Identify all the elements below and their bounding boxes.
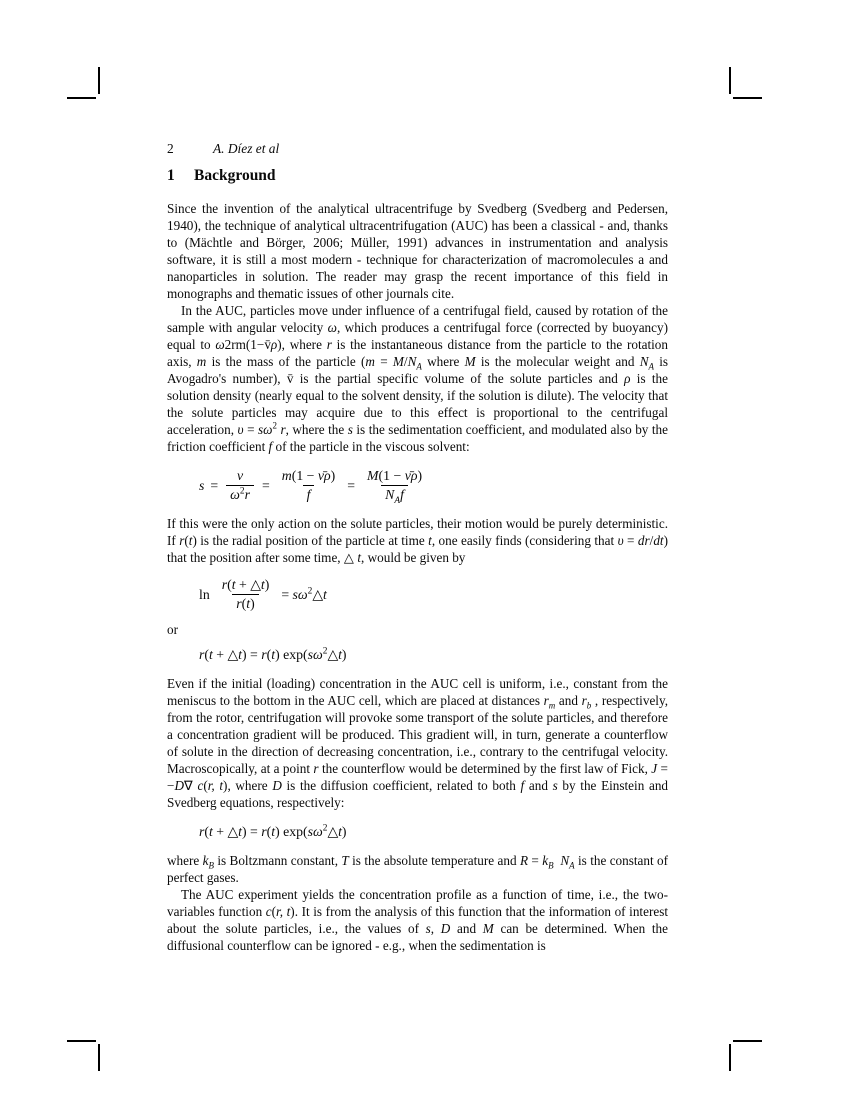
crop-mark-bottom-left-horizontal	[67, 1040, 96, 1042]
paragraph-auc-motion: In the AUC, particles move under influence of a centrifugal field, caused by rotation of the sample with angular velocity ω, which produces a centrifugal force (corrected by buoyancy) equal to ω2rm(1−v̄ρ), where r is the instantaneous distance from the particle to the rotation axis, m is the mass of the particle ($m = M/N_A$ where M is the molecular weight and $N_A$ is Avogadro's number), v̄ is the partial specific volume of the solute particles and ρ is the solution density (nearly equal to the solvent density, if the solution is dilute). The velocity that the solute particles may acquire due to this effect is proportional to the centrifugal acceleration, $\upsilon = s\omega^2$ r, where the s is the sedimentation coefficient, and modulated also by the friction coefficient f of the particle in the viscous solvent:	[167, 303, 669, 454]
paragraph-deterministic: If this were the only action on the solute particles, their motion would be purely deterministic. If r(t) is the radial position of the particle at time t, one easily finds (considering that υ = dr/dt) that the position after some time, △ t, would be given by	[167, 516, 668, 565]
running-header	[167, 140, 668, 157]
paragraph-diffusion-counterflow: Even if the initial (loading) concentration in the AUC cell is uniform, i.e., constant from the meniscus to the bottom in the AUC cell, which are placed at distances $r_m$ and $r_b$ , respectively, from the rotor, centrifugation will provoke some transport of the solute particles, and therefore a concentration gradient will be produced. This gradient will, in turn, generate a counterflow of solute in the direction of decreasing concentration, i.e., contrary to the centrifugal velocity. Macroscopically, at a point r the counterflow would be determined by the first law of Fick, J = −D∇ c(r, t), where D is the diffusion coefficient, related to both f and s by the Einstein and Svedberg equations, respectively:	[167, 676, 669, 810]
page-number: 2	[167, 141, 174, 156]
numerator: M(1 − ν̄ρ)	[367, 468, 423, 483]
equation-expression: r(t + △t) = r(t) $\exp(s\omega^2\triangle t)$	[199, 823, 347, 839]
equation-exponential	[199, 646, 668, 663]
equals-sign: =	[261, 478, 270, 493]
equation-log-ratio	[199, 576, 668, 613]
equation-lhs: s	[199, 478, 205, 493]
crop-mark-top-left-horizontal	[67, 97, 96, 99]
paragraph-auc-experiment: The AUC experiment yields the concentration profile as a function of time, i.e., the two-variables function c(r, t). It is from the analysis of this function that the information of interest about the solute particles, i.e., the values of s, D and M can be determined. When the diffusional counterflow can be ignored - e.g., when the sedimentation is	[167, 887, 668, 953]
numerator: ν	[237, 468, 244, 483]
fraction-velocity-over-field	[226, 467, 254, 504]
paragraph-constants: where $k_B$ is Boltzmann constant, T is the absolute temperature and $R = k_B$ $N_A$ is the constant of perfect gases.	[167, 853, 669, 885]
numerator: r(t + △t)	[221, 577, 270, 592]
equation-expression: r(t + △t) = r(t) $\exp(s\omega^2\triangle t)$	[199, 646, 347, 662]
fraction-mass-over-friction	[278, 467, 340, 504]
numerator: m(1 − ν̄ρ)	[281, 468, 336, 483]
section-heading	[167, 166, 668, 185]
paragraph-intro: Since the invention of the analytical ultracentrifuge by Svedberg (Svedberg and Pedersen, 1940), the technique of analytical ultracentrifugation (AUC) has been a classical - and, thanks to (Mächtle and Börger, 2006; Müller, 1991) advances in instrumentation and analysis software, it is still a most modern - technique for characterization of macromolecules a and nanoparticles in solution. The reader may grasp the recent importance of this field in monographs and thematic issues of other journals cite.	[167, 201, 668, 301]
crop-mark-top-right-horizontal	[733, 97, 762, 99]
page-content	[167, 140, 668, 954]
equation-rhs: = $s\omega^2\triangle t$	[281, 586, 327, 602]
section-number: 1	[167, 167, 175, 184]
crop-mark-top-left-vertical	[98, 67, 100, 94]
equals-sign: =	[210, 478, 219, 493]
crop-mark-bottom-left-vertical	[98, 1044, 100, 1071]
fraction-molar-mass-over-friction	[363, 467, 426, 504]
equation-sedimentation-coefficient	[199, 467, 668, 504]
denominator: $\omega^2r$	[226, 485, 254, 504]
denominator: f	[303, 485, 315, 504]
equals-sign: =	[347, 478, 356, 493]
ln-operator: ln	[199, 587, 210, 602]
fraction-radial-positions	[218, 576, 274, 613]
running-author: A. Díez et al	[213, 141, 280, 156]
or-connector: or	[167, 622, 178, 637]
denominator: r(t)	[232, 594, 258, 613]
section-title: Background	[194, 167, 276, 184]
denominator: $N_Af$	[381, 485, 408, 504]
crop-mark-bottom-right-horizontal	[733, 1040, 762, 1042]
crop-mark-top-right-vertical	[729, 67, 731, 94]
crop-mark-bottom-right-vertical	[729, 1044, 731, 1071]
equation-exponential-repeat	[199, 823, 668, 840]
